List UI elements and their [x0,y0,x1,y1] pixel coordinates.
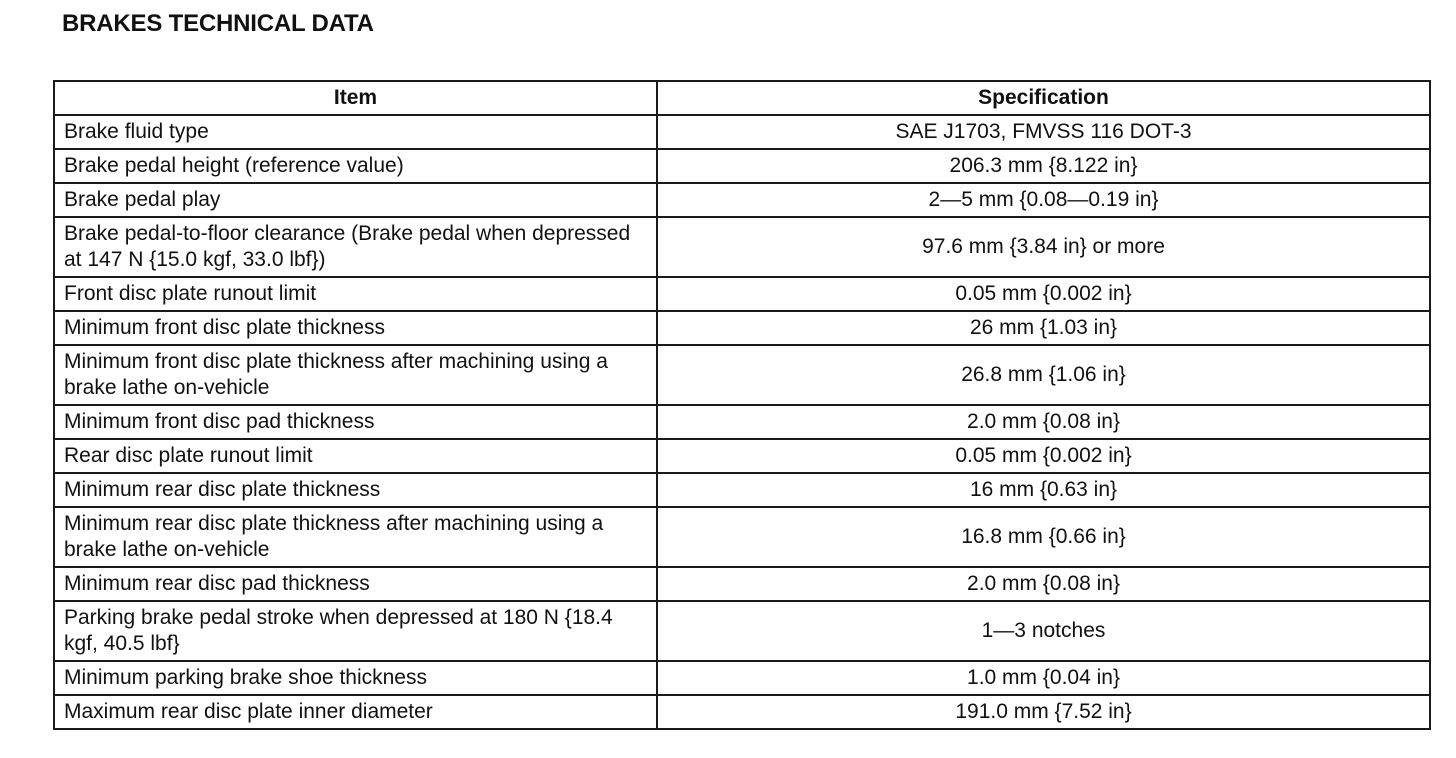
item-cell: Front disc plate runout limit [54,277,657,311]
spec-cell: SAE J1703, FMVSS 116 DOT-3 [657,115,1430,149]
table-row [54,601,1430,661]
item-cell: Minimum parking brake shoe thickness [54,661,657,695]
item-cell: Minimum rear disc plate thickness after machining using a brake lathe on-vehicle [54,507,657,567]
spec-cell: 16.8 mm {0.66 in} [657,507,1430,567]
table-row [54,567,1430,601]
spec-cell: 0.05 mm {0.002 in} [657,439,1430,473]
column-header-item: Item [54,81,657,115]
spec-cell: 2—5 mm {0.08—0.19 in} [657,183,1430,217]
item-cell: Minimum rear disc pad thickness [54,567,657,601]
item-cell: Minimum front disc pad thickness [54,405,657,439]
table-row [54,695,1430,729]
item-cell: Brake fluid type [54,115,657,149]
item-cell: Rear disc plate runout limit [54,439,657,473]
spec-cell: 2.0 mm {0.08 in} [657,567,1430,601]
item-cell: Brake pedal-to-floor clearance (Brake pedal when depressed at 147 N {15.0 kgf, 33.0 lbf}) [54,217,657,277]
table-row [54,473,1430,507]
page-title: BRAKES TECHNICAL DATA [62,10,374,37]
spec-cell: 1.0 mm {0.04 in} [657,661,1430,695]
spec-cell: 0.05 mm {0.002 in} [657,277,1430,311]
column-header-specification: Specification [657,81,1430,115]
spec-cell: 97.6 mm {3.84 in} or more [657,217,1430,277]
table-row [54,405,1430,439]
item-cell: Brake pedal height (reference value) [54,149,657,183]
table-row [54,277,1430,311]
item-cell: Brake pedal play [54,183,657,217]
table-row [54,661,1430,695]
table-row [54,439,1430,473]
table-row [54,115,1430,149]
table-header-row [54,81,1430,115]
brakes-spec-table [53,80,1431,730]
item-cell: Minimum rear disc plate thickness [54,473,657,507]
spec-cell: 1—3 notches [657,601,1430,661]
spec-cell: 16 mm {0.63 in} [657,473,1430,507]
item-cell: Maximum rear disc plate inner diameter [54,695,657,729]
table-row [54,507,1430,567]
table-row [54,183,1430,217]
item-cell: Minimum front disc plate thickness after machining using a brake lathe on-vehicle [54,345,657,405]
spec-cell: 2.0 mm {0.08 in} [657,405,1430,439]
spec-cell: 26 mm {1.03 in} [657,311,1430,345]
spec-cell: 191.0 mm {7.52 in} [657,695,1430,729]
table-row [54,345,1430,405]
table-row [54,217,1430,277]
table-row [54,149,1430,183]
table-row [54,311,1430,345]
item-cell: Parking brake pedal stroke when depressed at 180 N {18.4 kgf, 40.5 lbf} [54,601,657,661]
item-cell: Minimum front disc plate thickness [54,311,657,345]
spec-cell: 26.8 mm {1.06 in} [657,345,1430,405]
spec-cell: 206.3 mm {8.122 in} [657,149,1430,183]
